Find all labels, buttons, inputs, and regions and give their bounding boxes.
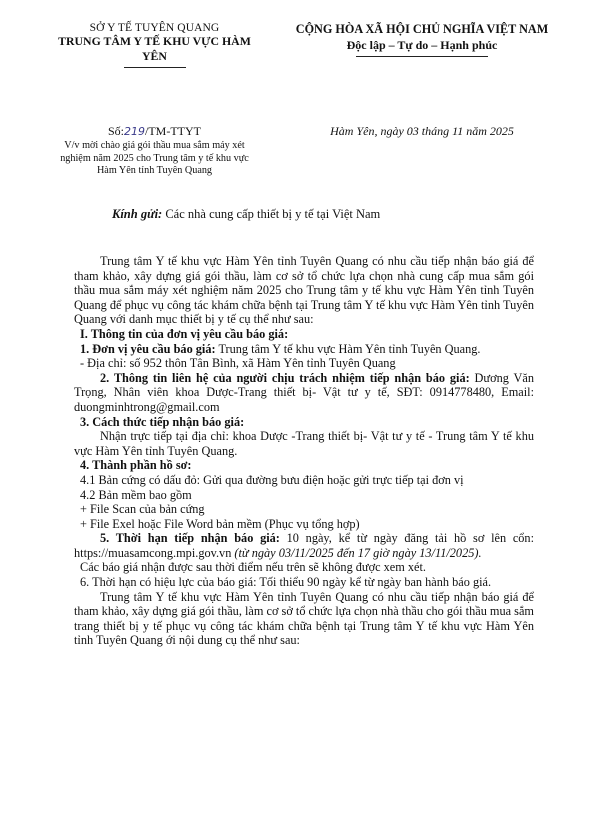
late-submission-note: Các báo giá nhận được sau thời điểm nếu trên sẽ không được xem xét. (80, 560, 426, 575)
item-6: 6. Thời hạn có hiệu lực của báo giá: Tối thiểu 90 ngày kể từ ngày ban hành báo giá. (80, 575, 492, 590)
document-number (52, 124, 257, 139)
item-3-text: Nhận trực tiếp tại địa chỉ: khoa Dược -Trang thiết bị- Vật tư y tế - Trung tâm Y tế khu vực Hàm Yên tỉnh Tuyên Quang. (74, 429, 534, 458)
issuer-underline (124, 67, 186, 68)
document-body (74, 254, 534, 648)
motto-underline (356, 56, 488, 57)
item-4-2: 4.2 Bản mềm bao gồm (80, 487, 192, 502)
recipient-text: Các nhà cung cấp thiết bị y tế tại Việt Nam (162, 207, 381, 221)
document-number-prefix: Số: (107, 124, 124, 138)
item-2-label: 2. Thông tin liên hệ của người chịu trách nhiệm tiếp nhận báo giá: (100, 370, 470, 385)
issuer-block (52, 22, 257, 68)
item-5-date-range: (từ ngày 03/11/2025 đến 17 giờ ngày 13/11/2025). (234, 545, 482, 560)
document-number-suffix: /TM-TTYT (145, 124, 201, 138)
closing-paragraph: Trung tâm Y tế khu vực Hàm Yên tỉnh Tuyên Quang có nhu cầu tiếp nhận báo giá để tham khảo, xây dựng giá gói thầu, làm cơ sở tổ chức lựa chọn nhà thầu cho gói thầu mua sắm trang thiết bị y tế phục vụ công tác khám chữa bệnh tại Trung tâm Y tế khu vực Hàm Yên tỉnh Tuyên Quang ới nội dung cụ thể như sau: (74, 589, 534, 648)
item-1 (74, 342, 534, 357)
national-motto-block (272, 22, 572, 57)
national-title: CỘNG HÒA XÃ HỘI CHỦ NGHĨA VIỆT NAM (295, 22, 549, 36)
recipient-line (112, 207, 380, 222)
item-5-text: 10 ngày, kể từ ngày đăng tải hồ sơ lên cổn: https://muasamcong.mpi.gov.vn (74, 531, 534, 560)
item-4-label: 4. Thành phần hồ sơ: (80, 458, 192, 473)
item-4-2a: + File Scan của bản cứng (80, 502, 205, 517)
item-1-label: 1. Đơn vị yêu cầu báo giá: (80, 341, 216, 356)
item-4-1: 4.1 Bản cứng có dấu đỏ: Gửi qua đường bưu điện hoặc gửi trực tiếp tại đơn vị (80, 472, 464, 487)
item-2 (74, 371, 534, 415)
document-date: Hàm Yên, ngày 03 tháng 11 năm 2025 (330, 124, 514, 138)
recipient-label: Kính gửi: (112, 207, 163, 221)
address-line: - Địa chỉ: số 952 thôn Tân Bình, xã Hàm Yên tỉnh Tuyên Quang (80, 356, 396, 371)
item-4-2b: + File Exel hoặc File Word bản mềm (Phục vụ tổng hợp) (80, 516, 360, 531)
intro-paragraph: Trung tâm Y tế khu vực Hàm Yên tỉnh Tuyên Quang có nhu cầu tiếp nhận báo giá để tham khảo, xây dựng giá gói thầu, làm cơ sở tổ chức lựa chọn nhà cung cấp mua sắm gói thầu mua sắm máy xét nghiệm năm 2025 cho Trung tâm y tế khu vực Hàm Yên tỉnh Tuyên Quang để phục vụ công tác khám chữa bệnh tại Trung tâm Y tế khu vực Hàm Yên tỉnh Tuyên Quang với danh mục thiết bị y tế cụ thể như sau: (74, 254, 534, 327)
item-5 (74, 531, 534, 560)
item-5-label: 5. Thời hạn tiếp nhận báo giá: (100, 531, 280, 546)
item-2-text: Dương Văn Trọng, Nhân viên khoa Dược-Trang thiết bị- Vật tư y tế, SĐT: 0914778480, Email: duongminhtrong@gmail.com (74, 370, 534, 414)
item-3-label: 3. Cách thức tiếp nhận báo giá: (80, 414, 245, 429)
section-1-title: I. Thông tin của đơn vị yêu cầu báo giá: (80, 326, 289, 341)
item-1-text: Trung tâm Y tế khu vực Hàm Yên tỉnh Tuyên Quang. (215, 341, 481, 356)
document-subject: V/v mời chào giá gói thầu mua sắm máy xét nghiệm năm 2025 cho Trung tâm y tế khu vực Hàm Yên tỉnh Tuyên Quang (60, 140, 249, 176)
national-motto: Độc lập – Tự do – Hạnh phúc (346, 38, 498, 52)
handwritten-number: 219 (124, 125, 145, 138)
issuing-agency: TRUNG TÂM Y TẾ KHU VỰC HÀM YÊN (58, 34, 251, 63)
parent-agency: SỞ Y TẾ TUYÊN QUANG (89, 22, 220, 34)
